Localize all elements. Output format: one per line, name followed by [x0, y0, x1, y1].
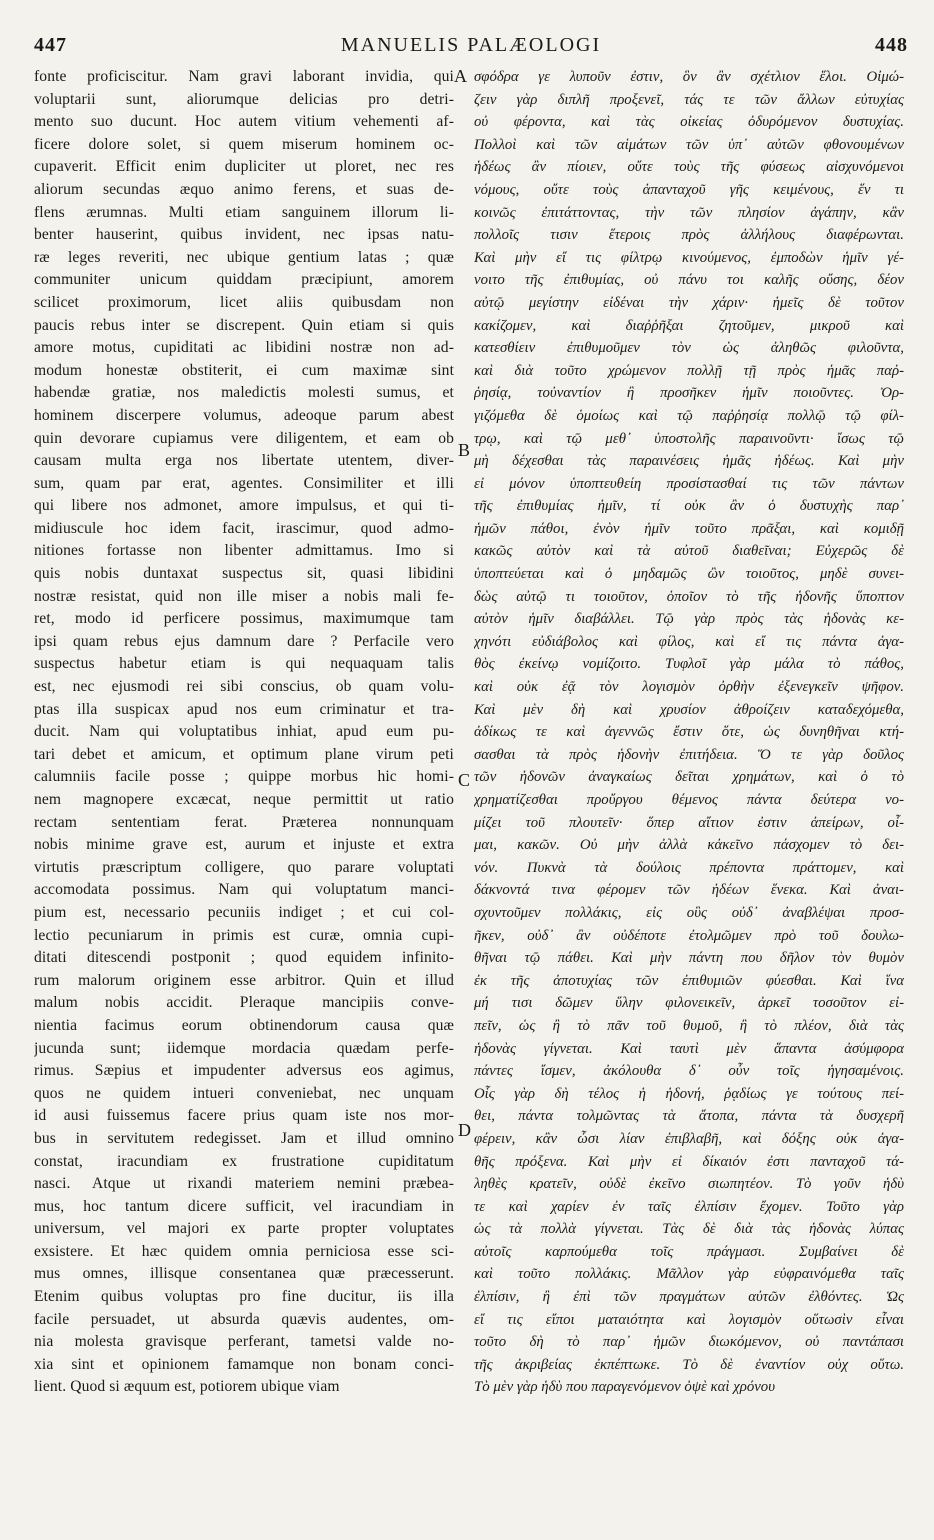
greek-text-line: Τὸ μὲν γὰρ ἡδὺ που παραγενόμενον ὀψὲ καὶ χρόνου [474, 1379, 775, 1396]
latin-text-line: nem magnopere excæcat, neque permittit ut ratio [34, 791, 454, 808]
greek-text-line: σασθαι τὰ πρὸς ἡδονὴν ἐπιτήδεια. Ὅ τε γὰρ δοῦλος [474, 746, 904, 763]
latin-text-line: flens ærumnas. Multi etiam sanguinem illorum li- [34, 203, 454, 221]
greek-text-line: νόν. Πυκνὰ τὰ δούλοις πρέποντα πράττομεν, καὶ [474, 859, 904, 876]
latin-text-line: sum, quam par erat, agentes. Consimiliter et illi [34, 474, 454, 492]
greek-text-line: ἡμῶν πάθοι, ἐνὸν ἡμῖν τοῦτο πρᾶξαι, καὶ κομιδῇ [474, 520, 904, 537]
greek-text-line: αὐτῷ μεγίστην εἰδέναι τὴν χάριν· ἡμεῖς δὲ τοῦτον [474, 294, 904, 311]
latin-text-line: nientia facimus eorum obtinendorum causa quæ [34, 1016, 454, 1034]
greek-text-line: ἡδέως ἂν πίοιεν, οὔτε τοὺς τῆς φύσεως αἰσχυνόμενοι [474, 159, 904, 176]
greek-text-line: καὶ τοῦτο πολλάκις. Μᾶλλον γὰρ εὐφραινόμεθα ταῖς [474, 1266, 904, 1283]
latin-text-line: ipsi quam rebus ejus damnum dare ? Perfacile vero [34, 632, 454, 650]
latin-text-line: qui libere nos admonet, amore impulsus, et qui ti- [34, 497, 454, 515]
greek-text-line: ῆκεν, οὐδ᾽ ἂν οὐδέποτε ἐτολμῶμεν πρὸ τοῦ δουλω- [474, 927, 904, 944]
latin-text-line: ret, modo id perficere possimus, maximumque tam [34, 610, 454, 628]
latin-text-line: ducit. Nam qui voluptatibus inhiat, apud eum pu- [34, 723, 454, 741]
latin-text-line: mus omnes, illisque consentanea quæ præcesserunt. [34, 1265, 454, 1283]
latin-text-line: universum, vel majori ex parte propter voluptates [34, 1220, 454, 1238]
greek-text-line: ὡς τὰ πολλὰ γίγνεται. Τὰς δὲ διὰ τὰς ἡδονὰς λύπας [474, 1221, 904, 1238]
greek-text-line: Πολλοὶ καὶ τῶν αἱμάτων τῶν ὑπ᾽ αὐτῶν φθονουμένων [474, 136, 904, 153]
greek-text-line: ληθὲς κρατεῖν, οὐδὲ ἐκεῖνο σιωπητέον. Τὸ γοῦν ἡδὺ [474, 1176, 904, 1193]
greek-text-line: θὸς ἐκείνῳ νομίζοιτο. Τυφλοῖ γὰρ μάλα τὸ πάθος, [474, 656, 904, 673]
greek-text-line: ὑποπτεύεται καὶ ὁ μηδαμῶς ὢν τοιοῦτος, μηδὲ συνει- [474, 566, 904, 583]
running-title: MANUELIS PALÆOLOGI [340, 34, 602, 56]
section-marker-a: A [454, 66, 467, 86]
latin-text-line: mus, hoc tantum dicere sufficit, vel iracundiam in [34, 1197, 454, 1215]
greek-text-line: χρηματίζεσθαι πρoὔργου θέμενος πάντα δεύτερα νο- [474, 792, 904, 808]
latin-text-line: voluptarii sunt, aliorumque delicias pro detri- [34, 90, 454, 108]
greek-text-line: εἰ μόνον ὑποπτευθείη προσίστασθαί τις τῶν πάντων [474, 475, 904, 492]
greek-text-line: ῥησίᾳ, τοὐναντίον ἢ προσῆκεν ἡμῖν ποιοῦντες. Ὀρ- [474, 385, 904, 402]
greek-text-line: σφόδρα γε λυποῦν ἐστιν, ὃν ἂν σχέτλιον ἕλοι. Οἰμώ- [474, 69, 904, 85]
greek-text-line: Καὶ μὲν δὴ καὶ χρυσίον ἀθροίζειν καταδεχόμεθα, [474, 701, 904, 718]
latin-text-line: calumniis facile posse ; quippe morbus hic homi- [34, 768, 454, 786]
greek-text-line: μαι, κακῶν. Οὐ μὴν ἀλλὰ κἀκεῖνο πάσχομεν τὸ δει- [474, 837, 904, 854]
section-marker-b: B [458, 440, 471, 460]
greek-text-line: τῆς ἀκριβείας ἐκπέπτωκε. Τὸ δὲ ἐναντίον οὐχ οὕτω. [474, 1356, 904, 1373]
greek-text-line: τῶν ἡδονῶν ἀναγκαίως δεῖται χρημάτων, καὶ ὁ τὸ [474, 769, 904, 786]
greek-text-line: νοιτο τῆς ἐπιθυμίας, οὐ πάνυ τοι καλῆς οὔσης, δέον [474, 272, 904, 289]
greek-text-line: ἐλπίσιν, ἢ ἐπὶ τῶν πραγμάτων αὐτῶν ἐλθόντες. Ὡς [474, 1289, 904, 1306]
latin-text-line: bus in servitutem redegisset. Jam et illud omnino [34, 1129, 454, 1147]
greek-text-line: κατεσθίειν ἐπιθυμοῦμεν τὸν ὡς ἀληθῶς φιλοῦντα, [474, 340, 904, 357]
greek-text-line: φέρειν, κἂν ὦσι λίαν ἐπιβλαβῆ, καὶ δόξης οὐκ ἀγα- [474, 1130, 904, 1147]
latin-text-line: lectio pecuniarum in primis est curæ, omnia cupi- [34, 926, 454, 944]
latin-text-line: midiuscule hoc idem facit, irascimur, quod admo- [34, 519, 454, 537]
latin-text-line: ficere dolore solet, si quem miserum hominem oc- [34, 135, 454, 153]
latin-text-line: modum honestæ obstiterit, ei cum maximæ sint [34, 361, 454, 379]
greek-text-line: καὶ οὐκ ἐᾷ τὸν λογισμὸν ὀρθὴν ἐξενεγκεῖν ψῆφον. [474, 679, 904, 696]
greek-text-line: μὴ δέχεσθαι τὰς παραινέσεις ἡμᾶς ἡδέως. Καὶ μὴν [474, 453, 904, 470]
latin-text-line: accomodata possimus. Nam qui voluptatum manci- [34, 881, 454, 899]
latin-text-line: quos ne quidem intueri conveniebat, nec unquam [34, 1084, 454, 1102]
latin-text-line: tari debet et amicum, et optimum plane virum peti [34, 745, 454, 763]
latin-text-line: amore motus, cupiditati ac libidini nostræ non ad- [34, 339, 454, 357]
greek-text-line: εἴ τις εἴποι ματαιότητα καὶ λογισμὸν οὕτωσὶν εἶναι [474, 1311, 904, 1328]
greek-text-line: δὼς αὐτῷ τι τοιοῦτον, ὁποῖον τὸ τῆς ἡδονῆς ὕποπτον [474, 588, 904, 605]
page-header [34, 34, 908, 64]
latin-column [34, 66, 454, 1399]
latin-text-line: quin devorare cupiamus vere diligentem, et eam ob [34, 429, 454, 447]
latin-text-line: fonte proficiscitur. Nam gravi laborant invidia, qui [34, 68, 454, 85]
greek-text-line: ἡδονὰς γίγνεται. Καὶ ταυτὶ μὲν ἅπαντα ἀσύμφορα [474, 1040, 904, 1057]
right-page-number: 448 [875, 34, 908, 56]
greek-text-line: κακῶς αὐτὸν καὶ τὰ αὐτοῦ διαθεῖναι; Εὐχερῶς δὲ [474, 543, 904, 560]
greek-text-line: Καὶ μὴν εἴ τις φίλτρῳ κινούμενος, ἐμποδὼν ἡμῖν γέ- [474, 249, 904, 266]
section-marker-c: C [458, 770, 471, 790]
latin-text-line: id ausi fuissemus facere prius quam iste nos mor- [34, 1107, 454, 1125]
latin-text-line: benter hauserint, quibus invident, nec ipsas natu- [34, 226, 454, 244]
greek-text-line: χηνότι εὐδιάβολος καὶ φίλος, καὶ εἴ τις πάντα ἀγα- [474, 633, 904, 650]
latin-text-line: rum malorum originem esse arbitror. Quin et illud [34, 971, 454, 989]
latin-text-line: nobis minime grave est, aurum et injuste et extra [34, 836, 454, 854]
latin-text-line: quis nobis duntaxat suspectus sit, quasi libidini [34, 565, 454, 583]
latin-text-line: lient. Quod si æquum est, potiorem ubique viam [34, 1378, 340, 1396]
latin-text-line: Etenim quibus voluptas pro fine ducitur, iis illa [34, 1288, 454, 1306]
greek-text-line: ἐκ τῆς ἀποτυχίας τῶν ἐπιθυμιῶν φύεσθαι. Καὶ ἵνα [474, 972, 904, 989]
latin-text-line: pium est, necessario pecuniis indiget ; et cui col- [34, 903, 454, 921]
latin-text-line: rimus. Sæpius et impudenter adversus eos agimus, [34, 1062, 454, 1080]
greek-text-line: θει, πάντα τολμῶντας τὰ ἄτοπα, πάντα τὰ δυσχερῆ [474, 1108, 904, 1125]
greek-text-line: οὐ φέροντα, καὶ τὰς οἰκείας ὀδυρόμενον δυστυχίας. [474, 114, 904, 131]
latin-text-line: scilicet proximorum, licet aliis quibusdam non [34, 293, 454, 311]
latin-text-line: habendæ gratiæ, nos maledictis molesti sumus, et [34, 384, 454, 402]
latin-text-line: hominem discerpere volumus, adeoque parum abest [34, 406, 454, 424]
left-page-number: 447 [34, 34, 67, 56]
latin-text-line: rectam sententiam ferat. Præterea nonnunquam [34, 813, 454, 831]
greek-text-line: νόμους, οὔτε τοὺς ἁπανταχοῦ γῆς κειμένους, ἕν τι [474, 181, 904, 198]
latin-text-line: ræ leges reveriti, nec ubique gentium latas ; quæ [34, 248, 454, 266]
latin-text-line: facile persuadet, ut absurda quævis audentes, om- [34, 1310, 454, 1328]
greek-text-line: πολλοῖς τισιν ἕτεροις πρὸς ἀλλήλους διαφέρωνται. [474, 227, 904, 244]
greek-text-line: ζειν γὰρ διπλῆ προξενεῖ, τάς τε τῶν ἄλλων εὐτυχίας [474, 91, 904, 108]
greek-text-line: θῆναι τῷ πάθει. Καὶ μὴν πάντη που δῆλον τὸν θυμὸν [474, 950, 904, 967]
latin-text-line: malum nobis accidit. Pleraque mancipiis conve- [34, 994, 454, 1012]
latin-text-line: communiter unicum quiddam præcipiunt, amorem [34, 271, 454, 289]
latin-text-line: paucis rebus inter se discrepent. Quin etiam si quis [34, 316, 454, 334]
latin-text-line: nostræ resistat, quid non ille miser a nobis mali fe- [34, 587, 454, 605]
latin-text-line: suspectus habetur etiam is qui nequaquam talis [34, 655, 454, 673]
latin-text-line: virtutis præscriptum colligere, quo parare voluptati [34, 858, 454, 876]
latin-text-line: jucunda sunt; iidemque mordacia quædam perfe- [34, 1039, 454, 1057]
latin-text-line: cupaverit. Efficit enim dupliciter ut ploret, nec res [34, 158, 454, 176]
greek-text-line: κακίζομεν, καὶ διαῤῥῆξαι ζητοῦμεν, μικροῦ καὶ [474, 317, 904, 334]
greek-text-line: μή τισι δῶμεν ὕλην φιλονεικεῖν, ἀρκεῖ τοσοῦτον εἰ- [474, 995, 904, 1012]
latin-text-line: exsistere. Et hæc quidem omnia perniciosa esse sci- [34, 1242, 454, 1260]
greek-text-line: ἀδίκως τε καὶ ἀγεννῶς ἔστιν ὅτε, ὡς δυνηθῆναι κτή- [474, 724, 904, 741]
latin-text-line: xia sint et opinionem famamque non bonam conci- [34, 1355, 454, 1373]
greek-text-line: μίζει τοῦ πλουτεῖν· ὅπερ αἴτιον ἐστιν ἀπείρων, οἶ- [474, 814, 904, 831]
greek-text-line: τε καὶ χαρίεν ἐν ταῖς ἐλπίσιν ἔχομεν. Τοῦτο γὰρ [474, 1198, 904, 1215]
greek-column [474, 66, 904, 1399]
greek-text-line: τῆς ἐπιθυμίας ἡμῖν, τί οὐκ ἂν ὁ δυστυχὴς παρ᾽ [474, 498, 904, 515]
greek-text-line: σχυντοῦμεν πολλάκις, εἰς οὓς οὐδ᾽ ἀναβλέψαι προσ- [474, 904, 904, 921]
greek-text-line: κοινῶς ἐπιτάττοντας, τὴν τῶν πλησίον ἀγάπην, κἂν [474, 204, 904, 221]
latin-text-line: ditati ditescendi postponit ; quod equidem infinito- [34, 949, 454, 967]
greek-text-line: τοῦτο δὴ τὸ παρ᾽ ἡμῶν διωκόμενον, οὐ παντάπασι [474, 1334, 904, 1351]
latin-text-line: ptas illa suspicax apud nos eum criminatur et tra- [34, 700, 454, 718]
greek-text-line: δάκνοντά τινα φέρομεν τῶν ἡδέων ἕνεκα. Καὶ ἀναι- [474, 882, 904, 899]
latin-text-line: est, nec ejusmodi rei sibi conscius, ob quam volu- [34, 678, 454, 696]
section-marker-d: D [458, 1120, 471, 1140]
greek-text-line: αὐτοῖς καρπούμεθα τοῖς πράγμασι. Συμβαίνει δὲ [474, 1243, 904, 1260]
greek-text-line: πεῖν, ὡς ἢ τὸ πᾶν τοῦ θυμοῦ, ἢ τὸ πλέον, διὰ τὰς [474, 1017, 904, 1034]
greek-text-line: θῆς πρόξενα. Καὶ μὴν εἰ δίκαιόν ἐστι πανταχοῦ τά- [474, 1153, 904, 1170]
latin-text-line: constat, iracundiam ex frustratione cupiditatum [34, 1152, 454, 1170]
greek-text-line: γιζόμεθα δὲ ὁμοίως καὶ τῷ παῤῥησίᾳ πολλῷ τῷ φίλ- [474, 407, 904, 424]
latin-text-line: nia molesta gravisque perferant, tametsi valde no- [34, 1333, 454, 1351]
greek-text-line: αὐτὸν ἡμῖν διαβάλλει. Τῷ γὰρ πρὸς τὰς ἡδονὰς κε- [474, 611, 904, 628]
latin-text-line: nitiones fortasse non libenter admittamus. Imo si [34, 542, 454, 560]
greek-text-line: τρῳ, καὶ τῷ μεθ᾽ ὑποστολῆς παραινοῦντι· ἴσως τῷ [474, 430, 904, 447]
greek-text-line: Οἷς γὰρ δὴ τέλος ἡ ἡδονή, ῥᾳδίως γε τούτους πεί- [474, 1085, 904, 1102]
latin-text-line: aliorum secundas æquo animo ferens, et suas de- [34, 180, 454, 198]
greek-text-line: πάντες ἴσμεν, ἀκόλουθα δ᾽ οὖν τοῖς ἡγησαμένοις. [474, 1063, 904, 1080]
latin-text-line: mento suo ducunt. Hoc autem vitium vehementi af- [34, 113, 454, 131]
latin-text-line: nasci. Atque ut rixandi materiem nemini præbea- [34, 1175, 454, 1193]
latin-text-line: causam multa erga nos libertate utentem, diver- [34, 452, 454, 470]
greek-text-line: καὶ διὰ τοῦτο χρώμενον πολλῇ τῇ πρὸς ἡμᾶς παῤ- [474, 362, 904, 379]
